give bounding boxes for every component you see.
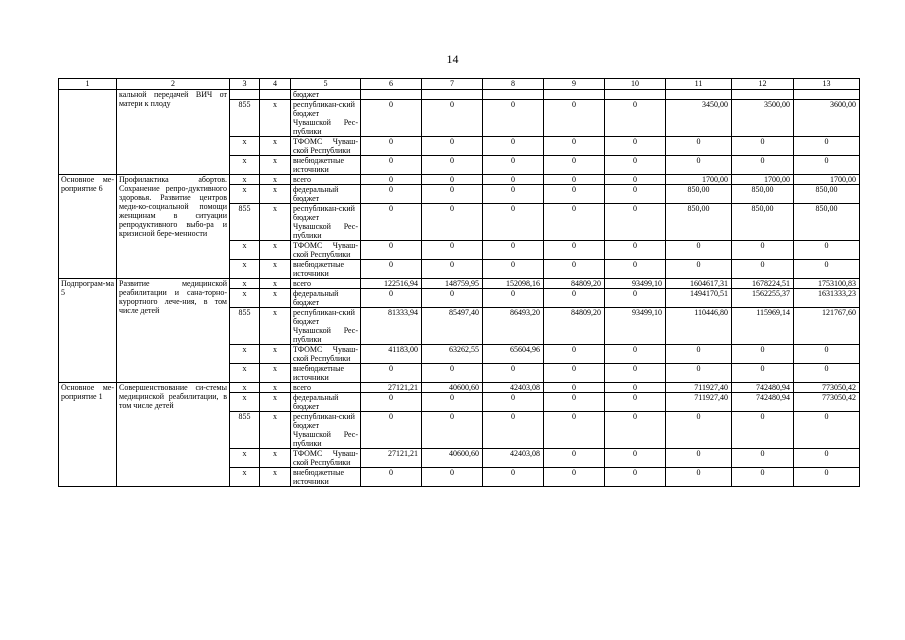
value-cell: 0 bbox=[544, 412, 605, 449]
value-cell: 0 bbox=[483, 156, 544, 175]
value-cell: 0 bbox=[794, 260, 860, 279]
value-cell: 0 bbox=[732, 241, 794, 260]
value-cell: 0 bbox=[483, 100, 544, 137]
column-header: 1 bbox=[59, 79, 117, 90]
value-cell: 0 bbox=[544, 175, 605, 185]
value-cell: 0 bbox=[361, 241, 422, 260]
value-cell: 0 bbox=[732, 156, 794, 175]
value-cell: 0 bbox=[666, 468, 732, 487]
value-cell: 84809,20 bbox=[544, 279, 605, 289]
value-cell: 152098,16 bbox=[483, 279, 544, 289]
value-cell: 0 bbox=[361, 156, 422, 175]
value-cell: 0 bbox=[422, 393, 483, 412]
value-cell bbox=[422, 90, 483, 100]
value-cell: 86493,20 bbox=[483, 308, 544, 345]
value-cell: 0 bbox=[794, 156, 860, 175]
code-cell: х bbox=[260, 308, 291, 345]
code-cell: х bbox=[260, 468, 291, 487]
value-cell: 0 bbox=[361, 393, 422, 412]
program-description-cell: Профилактика абортов. Сохранение репро-дуктивного здоровья. Развитие центров меди-ко-социальной помощи женщинам в ситуации репродуктивного выбо-ра и кризисной бере-менности bbox=[117, 175, 230, 279]
value-cell: 1604617,31 bbox=[666, 279, 732, 289]
value-cell: 0 bbox=[483, 393, 544, 412]
value-cell: 0 bbox=[605, 175, 666, 185]
value-cell: 0 bbox=[544, 156, 605, 175]
code-cell: х bbox=[260, 289, 291, 308]
value-cell bbox=[732, 90, 794, 100]
value-cell: 0 bbox=[361, 260, 422, 279]
funding-source-cell: всего bbox=[291, 175, 361, 185]
value-cell: 0 bbox=[794, 345, 860, 364]
funding-source-cell: внебюджетные источники bbox=[291, 260, 361, 279]
value-cell: 0 bbox=[605, 449, 666, 468]
value-cell: 0 bbox=[544, 393, 605, 412]
value-cell: 742480,94 bbox=[732, 383, 794, 393]
value-cell: 3450,00 bbox=[666, 100, 732, 137]
value-cell: 0 bbox=[483, 289, 544, 308]
column-header: 11 bbox=[666, 79, 732, 90]
table-row bbox=[59, 279, 860, 289]
funding-source-cell: федеральный бюджет bbox=[291, 393, 361, 412]
value-cell: 115969,14 bbox=[732, 308, 794, 345]
funding-source-cell: внебюджетные источники bbox=[291, 364, 361, 383]
code-cell: х bbox=[260, 449, 291, 468]
value-cell: 0 bbox=[605, 241, 666, 260]
value-cell: 121767,60 bbox=[794, 308, 860, 345]
value-cell: 0 bbox=[422, 100, 483, 137]
value-cell: 0 bbox=[544, 345, 605, 364]
column-header: 9 bbox=[544, 79, 605, 90]
value-cell: 0 bbox=[544, 185, 605, 204]
value-cell: 0 bbox=[605, 137, 666, 156]
value-cell: 0 bbox=[422, 412, 483, 449]
code-cell: х bbox=[230, 260, 260, 279]
value-cell: 0 bbox=[605, 345, 666, 364]
value-cell: 0 bbox=[422, 364, 483, 383]
code-cell: х bbox=[230, 279, 260, 289]
value-cell: 773050,42 bbox=[794, 383, 860, 393]
value-cell: 0 bbox=[544, 260, 605, 279]
value-cell: 0 bbox=[483, 185, 544, 204]
program-name-cell: Основное ме-роприятие 1 bbox=[59, 383, 117, 487]
code-cell bbox=[230, 90, 260, 100]
value-cell: 0 bbox=[361, 185, 422, 204]
value-cell: 0 bbox=[361, 468, 422, 487]
value-cell: 850,00 bbox=[794, 185, 860, 204]
value-cell: 742480,94 bbox=[732, 393, 794, 412]
value-cell: 0 bbox=[483, 204, 544, 241]
funding-source-cell: всего bbox=[291, 383, 361, 393]
code-cell: х bbox=[230, 449, 260, 468]
budget-table bbox=[58, 78, 860, 487]
funding-source-cell: республикан-ский бюджет Чувашской Рес-публики bbox=[291, 100, 361, 137]
funding-source-cell: ТФОМС Чуваш-ской Республики bbox=[291, 449, 361, 468]
code-cell: х bbox=[230, 137, 260, 156]
value-cell: 0 bbox=[544, 468, 605, 487]
value-cell: 0 bbox=[794, 468, 860, 487]
value-cell: 0 bbox=[666, 156, 732, 175]
column-header: 12 bbox=[732, 79, 794, 90]
column-header: 3 bbox=[230, 79, 260, 90]
value-cell: 0 bbox=[794, 364, 860, 383]
value-cell: 3600,00 bbox=[794, 100, 860, 137]
value-cell: 41183,00 bbox=[361, 345, 422, 364]
funding-source-cell: федеральный бюджет bbox=[291, 185, 361, 204]
code-cell: 855 bbox=[230, 412, 260, 449]
header-row bbox=[59, 79, 860, 90]
value-cell: 850,00 bbox=[732, 185, 794, 204]
value-cell: 0 bbox=[732, 260, 794, 279]
funding-source-cell: республикан-ский бюджет Чувашской Рес-публики bbox=[291, 204, 361, 241]
value-cell: 0 bbox=[544, 383, 605, 393]
column-header: 5 bbox=[291, 79, 361, 90]
value-cell: 0 bbox=[361, 289, 422, 308]
value-cell: 1678224,51 bbox=[732, 279, 794, 289]
value-cell: 0 bbox=[666, 449, 732, 468]
value-cell: 0 bbox=[422, 175, 483, 185]
value-cell: 3500,00 bbox=[732, 100, 794, 137]
value-cell: 0 bbox=[483, 260, 544, 279]
value-cell: 0 bbox=[422, 137, 483, 156]
value-cell: 0 bbox=[605, 468, 666, 487]
table-row bbox=[59, 383, 860, 393]
value-cell: 40600,60 bbox=[422, 383, 483, 393]
value-cell: 0 bbox=[361, 204, 422, 241]
value-cell: 0 bbox=[422, 241, 483, 260]
program-description-cell: кальной передачей ВИЧ от матери к плоду bbox=[117, 90, 230, 175]
value-cell: 148759,95 bbox=[422, 279, 483, 289]
value-cell: 1631333,23 bbox=[794, 289, 860, 308]
column-header: 7 bbox=[422, 79, 483, 90]
program-name-cell: Основное ме-роприятие 6 bbox=[59, 175, 117, 279]
value-cell: 0 bbox=[605, 156, 666, 175]
value-cell: 711927,40 bbox=[666, 383, 732, 393]
code-cell: х bbox=[230, 364, 260, 383]
value-cell: 0 bbox=[605, 412, 666, 449]
value-cell: 850,00 bbox=[666, 185, 732, 204]
table-body bbox=[59, 90, 860, 487]
value-cell: 1753100,83 bbox=[794, 279, 860, 289]
code-cell: х bbox=[230, 185, 260, 204]
column-header: 10 bbox=[605, 79, 666, 90]
value-cell: 0 bbox=[544, 364, 605, 383]
value-cell: 27121,21 bbox=[361, 449, 422, 468]
value-cell: 0 bbox=[605, 100, 666, 137]
funding-source-cell: ТФОМС Чуваш-ской Республики bbox=[291, 345, 361, 364]
value-cell: 0 bbox=[422, 185, 483, 204]
value-cell: 1700,00 bbox=[732, 175, 794, 185]
value-cell: 0 bbox=[732, 345, 794, 364]
value-cell: 40600,60 bbox=[422, 449, 483, 468]
value-cell: 1494170,51 bbox=[666, 289, 732, 308]
value-cell: 0 bbox=[794, 449, 860, 468]
value-cell: 711927,40 bbox=[666, 393, 732, 412]
value-cell: 1700,00 bbox=[794, 175, 860, 185]
funding-source-cell: всего bbox=[291, 279, 361, 289]
value-cell: 773050,42 bbox=[794, 393, 860, 412]
code-cell: х bbox=[260, 100, 291, 137]
value-cell: 0 bbox=[483, 468, 544, 487]
code-cell: х bbox=[260, 185, 291, 204]
value-cell: 0 bbox=[483, 364, 544, 383]
value-cell: 0 bbox=[794, 412, 860, 449]
value-cell: 65604,96 bbox=[483, 345, 544, 364]
column-header: 6 bbox=[361, 79, 422, 90]
value-cell: 0 bbox=[605, 204, 666, 241]
value-cell: 0 bbox=[544, 449, 605, 468]
code-cell: х bbox=[230, 175, 260, 185]
code-cell: х bbox=[230, 289, 260, 308]
value-cell: 27121,21 bbox=[361, 383, 422, 393]
funding-source-cell: республикан-ский бюджет Чувашской Рес-публики bbox=[291, 308, 361, 345]
value-cell: 0 bbox=[605, 383, 666, 393]
value-cell: 0 bbox=[483, 175, 544, 185]
funding-source-cell: бюджет bbox=[291, 90, 361, 100]
value-cell: 84809,20 bbox=[544, 308, 605, 345]
funding-source-cell: ТФОМС Чуваш-ской Республики bbox=[291, 241, 361, 260]
code-cell: х bbox=[230, 345, 260, 364]
value-cell: 0 bbox=[794, 241, 860, 260]
value-cell: 0 bbox=[361, 412, 422, 449]
value-cell: 93499,10 bbox=[605, 308, 666, 345]
value-cell: 0 bbox=[544, 204, 605, 241]
value-cell: 0 bbox=[732, 137, 794, 156]
code-cell: х bbox=[230, 241, 260, 260]
code-cell: х bbox=[260, 383, 291, 393]
code-cell: х bbox=[260, 137, 291, 156]
code-cell: х bbox=[230, 156, 260, 175]
code-cell: х bbox=[260, 412, 291, 449]
code-cell: х bbox=[260, 204, 291, 241]
value-cell: 0 bbox=[666, 345, 732, 364]
value-cell: 0 bbox=[666, 364, 732, 383]
value-cell: 0 bbox=[361, 364, 422, 383]
code-cell: х bbox=[260, 393, 291, 412]
program-name-cell: Подпрограм-ма 5 bbox=[59, 279, 117, 383]
value-cell: 850,00 bbox=[794, 204, 860, 241]
value-cell: 0 bbox=[605, 364, 666, 383]
value-cell: 42403,08 bbox=[483, 449, 544, 468]
value-cell bbox=[794, 90, 860, 100]
value-cell: 0 bbox=[732, 364, 794, 383]
code-cell: х bbox=[260, 175, 291, 185]
value-cell: 0 bbox=[794, 137, 860, 156]
column-header: 13 bbox=[794, 79, 860, 90]
code-cell: х bbox=[260, 241, 291, 260]
value-cell: 0 bbox=[422, 156, 483, 175]
value-cell: 0 bbox=[422, 204, 483, 241]
value-cell bbox=[544, 90, 605, 100]
table-row bbox=[59, 175, 860, 185]
value-cell: 0 bbox=[483, 241, 544, 260]
value-cell: 81333,94 bbox=[361, 308, 422, 345]
value-cell: 0 bbox=[422, 289, 483, 308]
value-cell: 85497,40 bbox=[422, 308, 483, 345]
table-row bbox=[59, 90, 860, 100]
funding-source-cell: федеральный бюджет bbox=[291, 289, 361, 308]
value-cell: 0 bbox=[361, 137, 422, 156]
code-cell: 855 bbox=[230, 204, 260, 241]
value-cell: 42403,08 bbox=[483, 383, 544, 393]
value-cell: 0 bbox=[666, 137, 732, 156]
funding-source-cell: ТФОМС Чуваш-ской Республики bbox=[291, 137, 361, 156]
column-header: 2 bbox=[117, 79, 230, 90]
code-cell: х bbox=[260, 345, 291, 364]
code-cell: х bbox=[230, 383, 260, 393]
value-cell: 0 bbox=[422, 260, 483, 279]
value-cell bbox=[666, 90, 732, 100]
code-cell: х bbox=[260, 156, 291, 175]
value-cell: 1562255,37 bbox=[732, 289, 794, 308]
code-cell: 855 bbox=[230, 308, 260, 345]
value-cell: 122516,94 bbox=[361, 279, 422, 289]
value-cell: 0 bbox=[605, 289, 666, 308]
value-cell: 0 bbox=[605, 260, 666, 279]
value-cell bbox=[483, 90, 544, 100]
program-description-cell: Совершенствование си-стемы медицинской реабилитации, в том числе детей bbox=[117, 383, 230, 487]
value-cell: 110446,80 bbox=[666, 308, 732, 345]
funding-source-cell: внебюджетные источники bbox=[291, 156, 361, 175]
code-cell: х bbox=[230, 468, 260, 487]
code-cell: х bbox=[230, 393, 260, 412]
value-cell: 0 bbox=[422, 468, 483, 487]
value-cell: 0 bbox=[361, 175, 422, 185]
value-cell: 850,00 bbox=[732, 204, 794, 241]
value-cell: 0 bbox=[544, 289, 605, 308]
code-cell: х bbox=[260, 279, 291, 289]
value-cell: 0 bbox=[732, 449, 794, 468]
column-header: 8 bbox=[483, 79, 544, 90]
value-cell bbox=[361, 90, 422, 100]
program-name-cell bbox=[59, 90, 117, 175]
program-description-cell: Развитие медицинской реабилитации и сана-торно-курортного лече-ния, в том числе детей bbox=[117, 279, 230, 383]
column-header: 4 bbox=[260, 79, 291, 90]
value-cell: 0 bbox=[666, 412, 732, 449]
value-cell: 1700,00 bbox=[666, 175, 732, 185]
value-cell: 0 bbox=[732, 468, 794, 487]
value-cell: 0 bbox=[732, 412, 794, 449]
funding-source-cell: республикан-ский бюджет Чувашской Рес-публики bbox=[291, 412, 361, 449]
funding-source-cell: внебюджетные источники bbox=[291, 468, 361, 487]
value-cell: 0 bbox=[605, 185, 666, 204]
code-cell: х bbox=[260, 364, 291, 383]
value-cell: 0 bbox=[666, 260, 732, 279]
value-cell: 0 bbox=[666, 241, 732, 260]
value-cell: 0 bbox=[361, 100, 422, 137]
value-cell: 850,00 bbox=[666, 204, 732, 241]
value-cell: 93499,10 bbox=[605, 279, 666, 289]
value-cell bbox=[605, 90, 666, 100]
value-cell: 0 bbox=[544, 137, 605, 156]
code-cell: 855 bbox=[230, 100, 260, 137]
value-cell: 0 bbox=[544, 241, 605, 260]
value-cell: 0 bbox=[483, 137, 544, 156]
code-cell: х bbox=[260, 260, 291, 279]
value-cell: 0 bbox=[483, 412, 544, 449]
value-cell: 0 bbox=[605, 393, 666, 412]
code-cell bbox=[260, 90, 291, 100]
value-cell: 63262,55 bbox=[422, 345, 483, 364]
page-number: 14 bbox=[446, 52, 459, 66]
value-cell: 0 bbox=[544, 100, 605, 137]
